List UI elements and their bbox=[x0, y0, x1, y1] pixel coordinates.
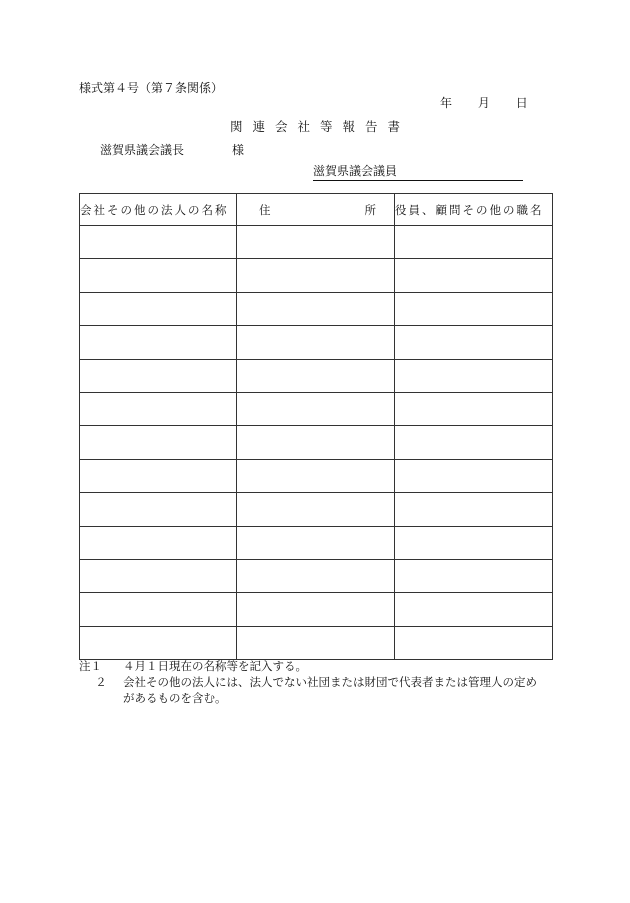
address-cell[interactable] bbox=[237, 493, 395, 526]
position-cell[interactable] bbox=[395, 593, 553, 626]
address-cell[interactable] bbox=[237, 593, 395, 626]
address-cell[interactable] bbox=[237, 292, 395, 325]
table-row bbox=[80, 226, 553, 259]
table-row bbox=[80, 326, 553, 359]
address-cell[interactable] bbox=[237, 359, 395, 392]
note-2 bbox=[79, 674, 537, 690]
document-title: 関連会社等報告書 bbox=[229, 119, 410, 134]
address-cell[interactable] bbox=[237, 526, 395, 559]
position-cell[interactable] bbox=[395, 226, 553, 259]
position-cell[interactable] bbox=[395, 359, 553, 392]
header-address-part2: 所 bbox=[364, 202, 376, 217]
addressee: 滋賀県議会議長 bbox=[100, 143, 185, 157]
table-row bbox=[80, 593, 553, 626]
reporter-signature-line: 滋賀県議会議員 bbox=[313, 162, 523, 181]
company-name-cell[interactable] bbox=[80, 593, 237, 626]
note-1 bbox=[79, 658, 537, 674]
address-cell[interactable] bbox=[237, 326, 395, 359]
note-2-label: ２ bbox=[95, 675, 107, 689]
position-cell[interactable] bbox=[395, 259, 553, 292]
header-address-part1: 住 bbox=[259, 202, 271, 217]
date-month-label: 月 bbox=[477, 96, 490, 110]
address-cell[interactable] bbox=[237, 559, 395, 592]
report-table bbox=[79, 193, 553, 660]
position-cell[interactable] bbox=[395, 559, 553, 592]
table-row bbox=[80, 259, 553, 292]
company-name-cell[interactable] bbox=[80, 359, 237, 392]
company-name-cell[interactable] bbox=[80, 526, 237, 559]
position-cell[interactable] bbox=[395, 326, 553, 359]
table-row bbox=[80, 526, 553, 559]
form-number: 様式第４号（第７条関係） bbox=[79, 81, 224, 95]
note-1-label: 注１ bbox=[79, 659, 102, 673]
company-name-cell[interactable] bbox=[80, 493, 237, 526]
position-cell[interactable] bbox=[395, 526, 553, 559]
position-cell[interactable] bbox=[395, 426, 553, 459]
company-name-cell[interactable] bbox=[80, 226, 237, 259]
header-company-name: 会社その他の法人の名称 bbox=[80, 194, 237, 226]
date-line bbox=[440, 94, 528, 111]
company-name-cell[interactable] bbox=[80, 459, 237, 492]
company-name-cell[interactable] bbox=[80, 259, 237, 292]
address-cell[interactable] bbox=[237, 226, 395, 259]
note-2-text: 会社その他の法人には、法人でない社団または財団で代表者または管理人の定め bbox=[123, 675, 537, 689]
date-year-label: 年 bbox=[440, 96, 453, 110]
note-2-continuation: があるものを含む。 bbox=[123, 691, 227, 705]
note-1-text: ４月１日現在の名称等を記入する。 bbox=[123, 659, 307, 673]
address-cell[interactable] bbox=[237, 626, 395, 659]
date-day-label: 日 bbox=[515, 96, 528, 110]
address-cell[interactable] bbox=[237, 459, 395, 492]
table-row bbox=[80, 626, 553, 659]
table-row bbox=[80, 392, 553, 425]
position-cell[interactable] bbox=[395, 626, 553, 659]
company-name-cell[interactable] bbox=[80, 426, 237, 459]
header-address bbox=[237, 194, 395, 226]
honorific: 様 bbox=[232, 143, 245, 157]
address-cell[interactable] bbox=[237, 426, 395, 459]
company-name-cell[interactable] bbox=[80, 559, 237, 592]
table-row bbox=[80, 559, 553, 592]
position-cell[interactable] bbox=[395, 459, 553, 492]
address-cell[interactable] bbox=[237, 392, 395, 425]
company-name-cell[interactable] bbox=[80, 626, 237, 659]
header-position: 役員、顧問その他の職名 bbox=[395, 194, 553, 226]
company-name-cell[interactable] bbox=[80, 392, 237, 425]
company-name-cell[interactable] bbox=[80, 326, 237, 359]
table-row bbox=[80, 292, 553, 325]
table-header-row bbox=[80, 194, 553, 226]
table-row bbox=[80, 459, 553, 492]
company-name-cell[interactable] bbox=[80, 292, 237, 325]
address-cell[interactable] bbox=[237, 259, 395, 292]
table-row bbox=[80, 426, 553, 459]
position-cell[interactable] bbox=[395, 392, 553, 425]
notes bbox=[79, 658, 537, 706]
table-row bbox=[80, 493, 553, 526]
position-cell[interactable] bbox=[395, 493, 553, 526]
table-row bbox=[80, 359, 553, 392]
position-cell[interactable] bbox=[395, 292, 553, 325]
